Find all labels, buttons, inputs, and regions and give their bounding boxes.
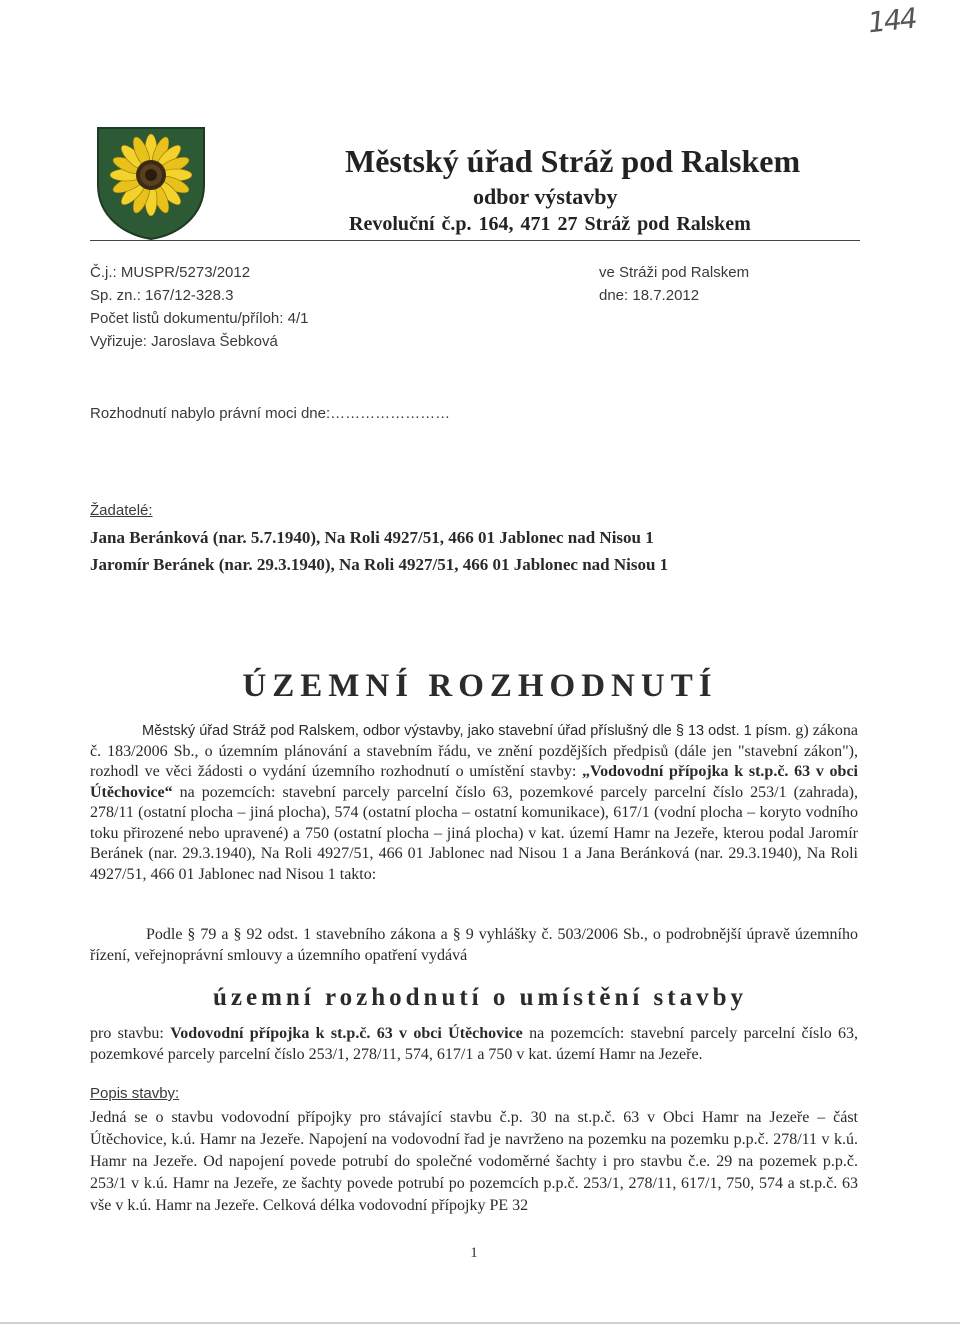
office-name: Městský úřad Stráž pod Ralskem (345, 143, 801, 179)
applicants-heading: Žadatelé: (90, 502, 153, 519)
intro-text: g) zákona č. 183/2006 Sb., o územním plánování a stavebním řádu, ve znění pozdějších předpisů (dále jen "stavební zákon"), rozhodl ve věci žádosti o vydání územního rozhodnutí o umístění stavby: (90, 722, 858, 780)
decision-text-cont: na pozemcích: stavební parcely parcelní číslo 63, pozemkové parcely parcelní číslo 253/1, 278/11, 574, 617/1 a 750 v kat. území Hamr na Jezeře. (90, 1025, 859, 1063)
description-paragraph: Jedná se o stavbu vodovodní přípojky pro stávající stavbu č.p. 30 na st.p.č. 63 v Obci Hamr na Jezeře – část Útěchovice, k.ú. Hamr na Jezeře. Napojení na vodovodní řad je navrženo na pozemku na pozemku p.p.č. 278/11 v k.ú. Hamr na Jezeře. Od napojení povede potrubí do společné vodoměrné šachty i pro stavbu č.e. 29 na pozemek p.p.č. 253/1 v k.ú. Hamr na Jezeře, ze šachty povede potrubí po pozemcích p.p.č. 253/1, 278/11, 617/1, 750, 574 a st.p.č. 63 vše v k.ú. Hamr na Jezeře. Celková délka vodovodní přípojky PE 32 (90, 1109, 858, 1214)
department-name: odbor výstavby (473, 184, 618, 209)
page-number: 1 (470, 1245, 478, 1261)
header-divider (90, 240, 860, 241)
description-heading: Popis stavby: (90, 1085, 180, 1102)
file-number: Sp. zn.: 167/12-328.3 (90, 287, 234, 304)
intro-text-cont: na pozemcích: stavební parcely parcelní číslo 63, pozemkové parcely parcelní číslo 253/1 (zahrada), 278/11 (ostatní plocha – jiná plocha), 574 (ostatní plocha – ostatní komunikace), 617/1 (vodní plocha – koryto vodního toku přirozené nebo upravené) a 750 (ostatní plocha – jiná plocha) v kat. území Hamr na Jezeře, kterou podal Jaromír Beránek (nar. 29.3.1940), Na Roli 4927/51, 466 01 Jablonec nad Nisou 1 a Jana Beránková (nar. 29.3.1940), Na Roli 4927/51, 466 01 Jablonec nad Nisou 1 takto: (90, 783, 858, 883)
decision-paragraph (90, 1024, 858, 1065)
office-address: Revoluční č.p. 164, 471 27 Stráž pod Ralskem (349, 213, 751, 235)
issue-date: dne: 18.7.2012 (599, 287, 700, 304)
page-count: Počet listů dokumentu/příloh: 4/1 (90, 310, 309, 327)
handled-by: Vyřizuje: Jaroslava Šebková (90, 333, 278, 350)
structure-name: „Vodovodní přípojka k st.p.č. 63 v obci Útěchovice“ (90, 763, 858, 801)
decision-text: pro stavbu: (90, 1025, 171, 1042)
legal-basis-paragraph: Podle § 79 a § 92 odst. 1 stavebního zákona a § 9 vyhlášky č. 503/2006 Sb., o podrobnější úpravě územního řízení, veřejnoprávní smlouvy a územního opatření vydává (90, 926, 858, 964)
issue-place: ve Stráži pod Ralskem (599, 264, 750, 281)
decision-heading: územní rozhodnutí o umístění stavby (212, 984, 748, 1011)
structure-name: Vodovodní přípojka k st.p.č. 63 v obci Útěchovice (170, 1025, 523, 1042)
handwritten-page-note: 144 (866, 1, 918, 40)
applicant-item: Jana Beránková (nar. 5.7.1940), Na Roli 4927/51, 466 01 Jablonec nad Nisou 1 (90, 528, 654, 547)
legal-force-line: Rozhodnutí nabylo právní moci dne:…………………… (90, 405, 451, 422)
applicant-item: Jaromír Beránek (nar. 29.3.1940), Na Roli 4927/51, 466 01 Jablonec nad Nisou 1 (90, 555, 669, 574)
scan-bottom-edge (0, 1322, 960, 1324)
intro-paragraph (90, 721, 858, 885)
town-crest-logo (95, 125, 207, 241)
reference-number: Č.j.: MUSPR/5273/2012 (90, 264, 251, 281)
intro-lead: Městský úřad Stráž pod Ralskem, odbor výstavby, jako stavební úřad příslušný dle § 13 odst. 1 písm. (142, 723, 792, 739)
document-title: ÚZEMNÍ ROZHODNUTÍ (242, 668, 718, 704)
